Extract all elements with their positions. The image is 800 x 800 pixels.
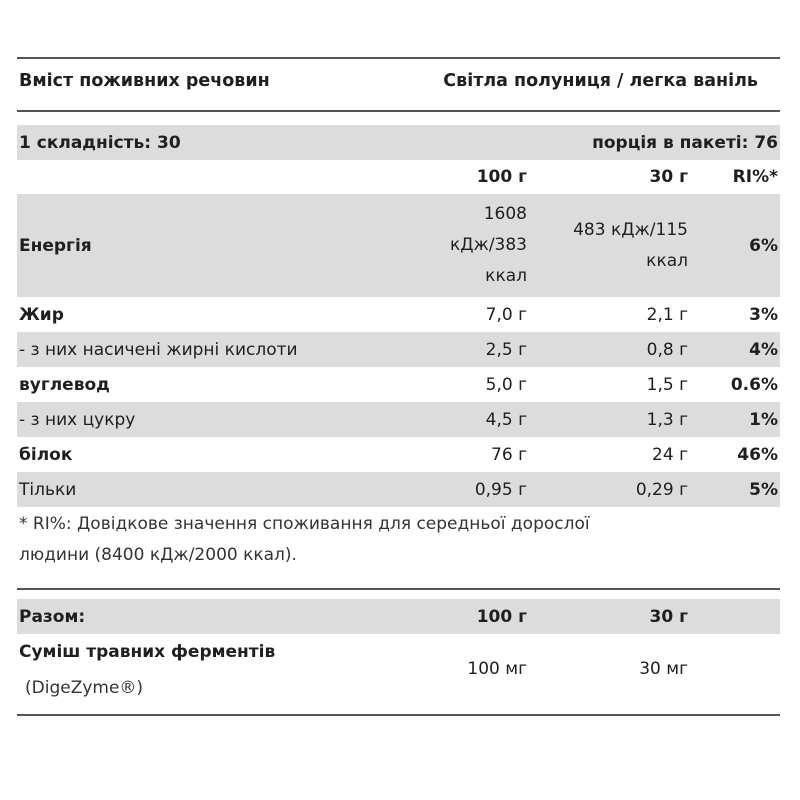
- nutrient-name: Жир: [19, 304, 64, 325]
- col-header-30g: 30 г: [649, 167, 688, 187]
- footnote-line-1: * RI%: Довідкове значення споживання для середньої дорослої: [19, 514, 590, 534]
- value-100g: 2,5 г: [485, 339, 527, 360]
- value-100g: 5,0 г: [485, 374, 527, 395]
- value-100g: 0,95 г: [474, 479, 527, 500]
- enzyme-value-100g: 100 мг: [467, 659, 527, 679]
- value-ri: 1%: [749, 409, 778, 430]
- bottom-rule: [17, 714, 780, 716]
- enzyme-name: Суміш травних ферментів: [19, 642, 276, 662]
- value-100g: 1608 кДж/383 ккал: [449, 204, 527, 286]
- value-ri: 0.6%: [730, 374, 778, 395]
- table-row: [17, 367, 780, 402]
- nutrient-name: Енергія: [19, 235, 92, 256]
- footnote: [19, 509, 590, 571]
- value-ri: 4%: [749, 339, 778, 360]
- table-row: [17, 297, 780, 332]
- value-ri: 46%: [737, 444, 778, 465]
- serving-size: 1 складність: 30: [19, 132, 181, 153]
- header-rule: [17, 110, 780, 112]
- nutrient-name: - з них цукру: [19, 409, 136, 430]
- total-col-30g: 30 г: [649, 606, 688, 627]
- top-rule: [17, 57, 780, 59]
- enzyme-value-30g: 30 мг: [639, 659, 688, 679]
- nutrient-name: білок: [19, 444, 73, 465]
- total-header-row: [17, 599, 780, 634]
- column-header-row: [17, 160, 780, 194]
- enzyme-subname: (DigeZyme®): [25, 678, 144, 698]
- value-ri: 5%: [749, 479, 778, 500]
- value-30g: 483 кДж/115 ккал: [573, 219, 688, 271]
- nutrient-name: вуглевод: [19, 374, 110, 395]
- flavor-title: Світла полуниця / легка ваніль: [443, 71, 758, 91]
- value-100g: 7,0 г: [485, 304, 527, 325]
- table-title: Вміст поживних речовин: [19, 71, 270, 91]
- value-30g: 1,5 г: [646, 374, 688, 395]
- nutrient-name: Тільки: [19, 479, 77, 500]
- total-col-100g: 100 г: [476, 606, 527, 627]
- value-30g: 24 г: [652, 444, 688, 465]
- table-header: [17, 62, 780, 100]
- enzyme-row: [17, 634, 780, 704]
- value-100g: 76 г: [491, 444, 527, 465]
- table-row: [17, 402, 780, 437]
- footnote-rule: [17, 588, 780, 590]
- serving-row: [17, 125, 780, 160]
- value-30g: 1,3 г: [646, 409, 688, 430]
- value-30g: 2,1 г: [646, 304, 688, 325]
- col-header-ri: RI%*: [732, 167, 778, 187]
- servings-per-pack: порція в пакеті: 76: [592, 132, 778, 153]
- value-30g: 0,29 г: [635, 479, 688, 500]
- footnote-line-2: людини (8400 кДж/2000 ккал).: [19, 545, 297, 565]
- table-row: [17, 437, 780, 472]
- table-row: [17, 472, 780, 507]
- table-row: [17, 194, 780, 297]
- value-30g: 0,8 г: [646, 339, 688, 360]
- value-ri: 6%: [749, 235, 778, 256]
- value-100g: 4,5 г: [485, 409, 527, 430]
- table-row: [17, 332, 780, 367]
- value-ri: 3%: [749, 304, 778, 325]
- col-header-100g: 100 г: [476, 167, 527, 187]
- nutrient-name: - з них насичені жирні кислоти: [19, 339, 298, 360]
- total-label: Разом:: [19, 606, 86, 627]
